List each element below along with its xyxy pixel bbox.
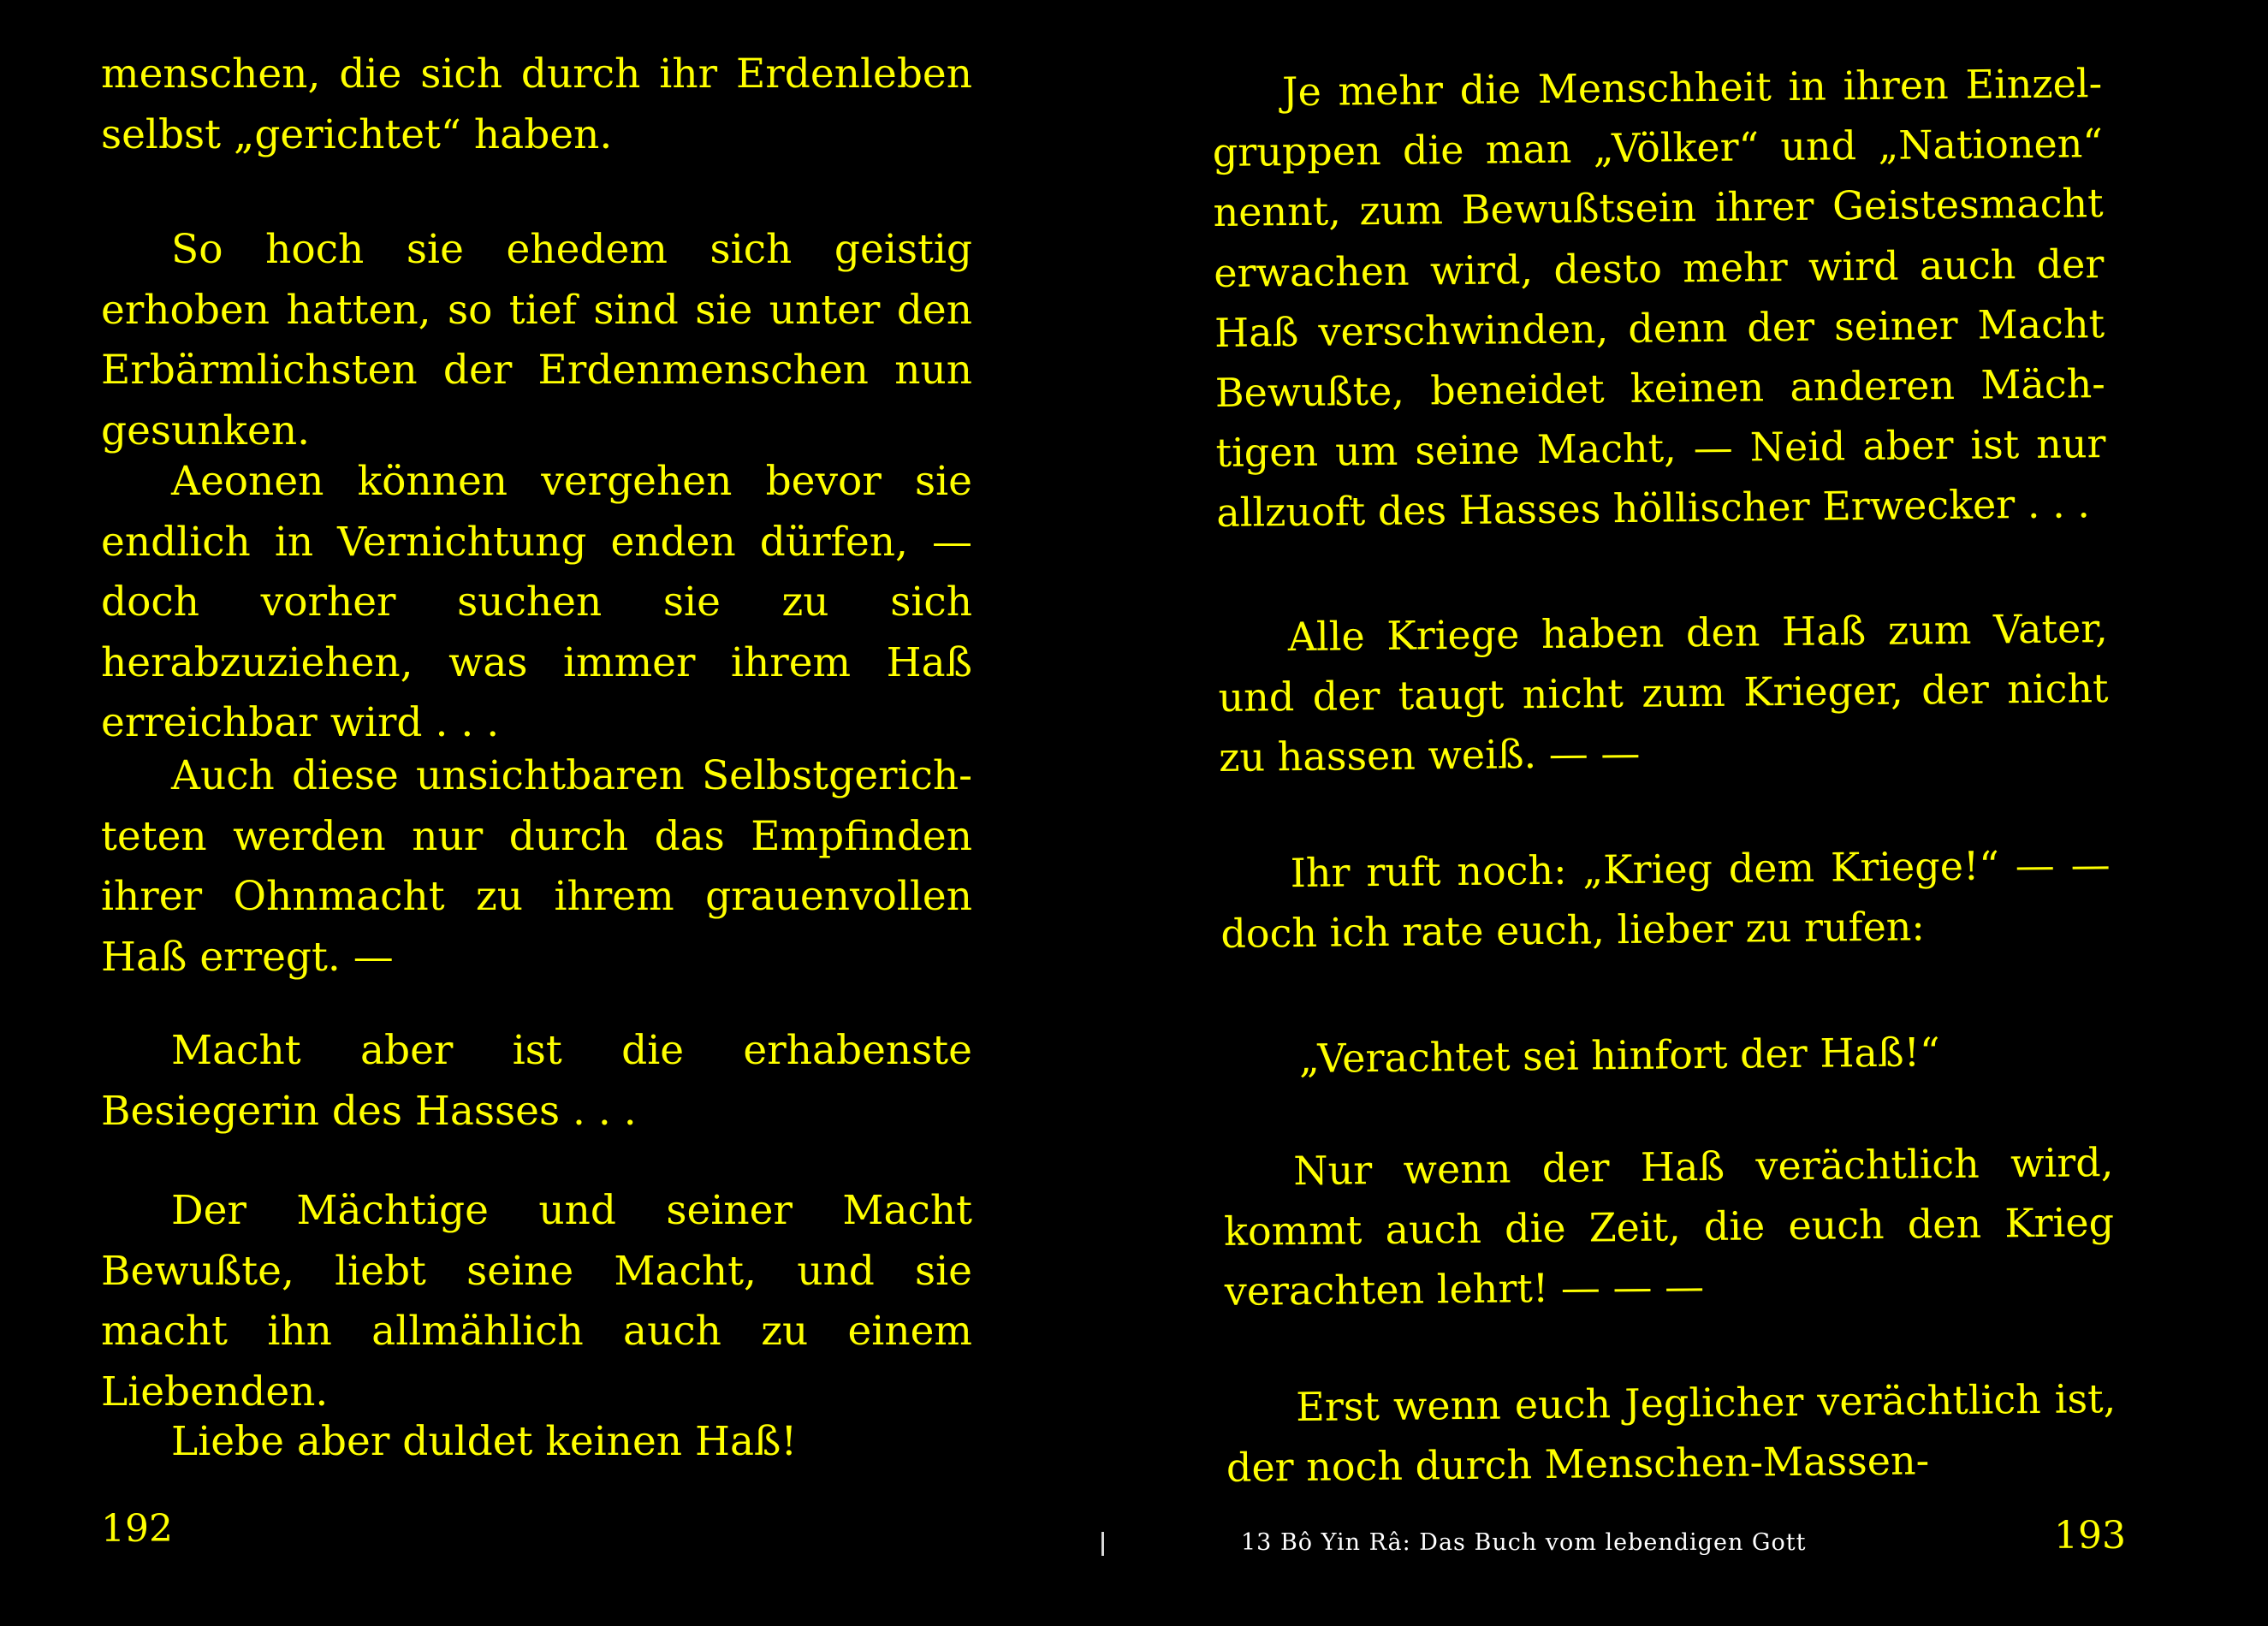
left-paragraph-5: Macht aber ist die erhabenste Besiegerin des Hasses . . . xyxy=(101,1027,972,1135)
left-paragraph-3: Aeonen können vergehen bevor sie endlich in Vernichtung enden dürfen, — doch vorher suchen sie zu sich herabzuziehen, was immer ihrem Haß erreichbar wird . . . xyxy=(101,458,972,746)
left-paragraph-1: menschen, die sich durch ihr Erdenleben selbst „gerichtet“ haben. xyxy=(101,50,972,158)
right-paragraph-1: Je mehr die Menschheit in ihren Einzelgruppen die man „Völker“ und „Nationen“ nennt, zum Bewußtsein ihrer Geistesmacht erwachen wird, desto mehr wird auch der Haß verschwinden, denn der seiner Macht Bewußte, beneidet keinen anderen Mächtigen um seine Macht, — Neid aber ist nur allzuoft des Hasses höllischer Erwecker . . . xyxy=(1212,60,2106,537)
right-paragraph-2: Alle Kriege haben den Haß zum Vater, und der taugt nicht zum Krieger, der nicht zu hassen weiß. — — xyxy=(1218,605,2109,781)
right-paragraph-6: Erst wenn euch Jeglicher verächtlich ist, der noch durch Menschen-Massen- xyxy=(1226,1375,2117,1492)
right-paragraph-5: Nur wenn der Haß verächtlich wird, kommt auch die Zeit, die euch den Krieg verachten lehrt! — — — xyxy=(1223,1139,2115,1315)
right-page xyxy=(1211,0,2118,1626)
right-paragraph-3: Ihr ruft noch: „Krieg dem Kriege!“ — — doch ich rate euch, lieber zu rufen: xyxy=(1220,841,2111,958)
right-page-number: 193 xyxy=(2054,1514,2126,1558)
left-paragraph-6: Der Mächtige und seiner Macht Bewußte, liebt seine Macht, und sie macht ihn allmählich auch zu einem Liebenden. xyxy=(101,1187,972,1415)
left-paragraph-7: Liebe aber duldet keinen Haß! xyxy=(171,1418,798,1465)
left-page xyxy=(101,0,972,1626)
left-page-number: 192 xyxy=(101,1507,173,1551)
left-paragraph-2: So hoch sie ehedem sich geistig erhoben hatten, so tief sind sie unter den Erbärmlichsten der Erdenmenschen nun gesunken. xyxy=(101,226,972,454)
gutter-mark xyxy=(1101,1532,1104,1556)
footer-signature: 13 Bô Yin Râ: Das Buch vom lebendigen Gott xyxy=(1241,1529,1807,1556)
right-paragraph-4: „Verachtet sei hinfort der Haß!“ xyxy=(1298,1029,1940,1082)
left-paragraph-4: Auch diese unsichtbaren Selbstgerichteten werden nur durch das Empfinden ihrer Ohnmacht zu ihrem grauenvollen Haß erregt. — xyxy=(101,752,972,981)
